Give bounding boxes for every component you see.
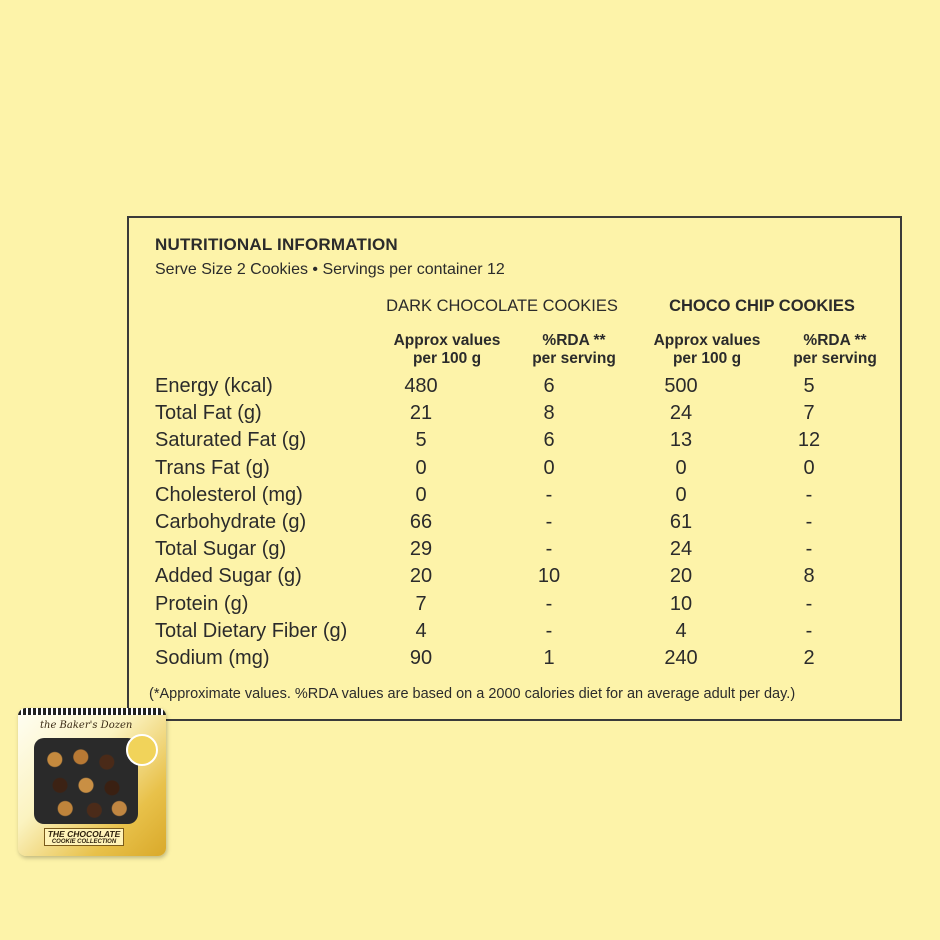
choco-approx-value: 10	[669, 592, 693, 615]
choco-approx-value: 240	[664, 646, 698, 669]
choco-rda-value: -	[805, 592, 813, 615]
choco-approx-value: 4	[675, 619, 687, 642]
dark-approx-value: 0	[415, 483, 427, 506]
nutrient-label: Total Sugar (g)	[155, 538, 287, 561]
dark-rda-value: -	[545, 510, 553, 533]
choco-rda-value: 5	[803, 375, 815, 397]
dark-approx-value: 4	[415, 619, 427, 642]
nutrient-label: Total Fat (g)	[155, 402, 262, 425]
nutrient-label: Saturated Fat (g)	[155, 429, 307, 452]
dark-approx-value: 29	[409, 538, 433, 561]
nutrient-label: Energy (kcal)	[155, 375, 273, 397]
dark-rda-value: 0	[543, 456, 555, 479]
package-stripe	[18, 708, 166, 715]
nutrient-label: Cholesterol (mg)	[155, 483, 303, 506]
header-line: %RDA **	[542, 332, 606, 349]
nutrition-title: NUTRITIONAL INFORMATION	[155, 235, 398, 254]
choco-approx-value: 20	[669, 565, 693, 588]
choco-rda-value: 8	[803, 565, 815, 588]
choco-approx-value: 0	[675, 456, 687, 479]
choco-rda-value: 12	[797, 429, 821, 452]
serving-info: Serve Size 2 Cookies • Servings per container 12	[155, 261, 505, 278]
header-line: per serving	[793, 350, 877, 367]
header-line: per serving	[532, 350, 616, 367]
nutrient-label: Carbohydrate (g)	[155, 510, 307, 533]
dark-rda-value: -	[545, 592, 553, 615]
dark-rda-value: 6	[543, 429, 555, 452]
product-choco-chip-heading: CHOCO CHIP COOKIES	[669, 297, 855, 315]
package-brand-logo: the Baker's Dozen	[40, 720, 133, 731]
package-name-line: COOKIE COLLECTION	[51, 839, 117, 845]
dark-rda-value: -	[545, 538, 553, 561]
header-line: per 100 g	[412, 350, 482, 367]
dark-approx-value: 0	[415, 456, 427, 479]
choco-approx-value: 61	[669, 510, 693, 533]
header-line: per 100 g	[672, 350, 742, 367]
nutrient-label: Sodium (mg)	[155, 646, 270, 669]
header-line: %RDA **	[803, 332, 867, 349]
dark-rda-header	[509, 332, 639, 368]
choco-rda-value: -	[805, 619, 813, 642]
footnote: (*Approximate values. %RDA values are based on a 2000 calories diet for an average adult per day.)	[149, 686, 796, 702]
product-package-image	[18, 708, 166, 856]
nutrient-label: Total Dietary Fiber (g)	[155, 619, 348, 642]
choco-approx-value: 24	[669, 538, 693, 561]
nutrient-label: Trans Fat (g)	[155, 456, 270, 479]
dark-approx-value: 66	[409, 510, 433, 533]
dark-rda-value: -	[545, 483, 553, 506]
nutrition-panel	[127, 216, 902, 721]
dark-rda-value: 6	[543, 375, 555, 397]
choco-rda-value: 2	[803, 646, 815, 669]
dark-approx-header	[382, 332, 512, 368]
choco-rda-header	[770, 332, 900, 368]
dark-approx-value: 20	[409, 565, 433, 588]
choco-approx-value: 500	[664, 375, 698, 397]
choco-rda-value: -	[805, 483, 813, 506]
dark-approx-value: 480	[404, 375, 438, 397]
product-dark-chocolate-heading: DARK CHOCOLATE COOKIES	[386, 297, 618, 315]
dark-rda-value: 1	[543, 646, 555, 669]
dark-rda-value: -	[545, 619, 553, 642]
dark-approx-value: 90	[409, 646, 433, 669]
dark-rda-value: 10	[537, 565, 561, 588]
dark-approx-value: 5	[415, 429, 427, 452]
package-product-name	[44, 828, 124, 846]
nutrient-label: Protein (g)	[155, 592, 249, 615]
choco-approx-value: 13	[669, 429, 693, 452]
choco-rda-value: 0	[803, 456, 815, 479]
choco-rda-value: -	[805, 538, 813, 561]
choco-rda-value: 7	[803, 402, 815, 425]
choco-approx-header	[642, 332, 772, 368]
choco-rda-value: -	[805, 510, 813, 533]
header-line: Approx values	[393, 332, 501, 349]
header-line: Approx values	[653, 332, 761, 349]
choco-approx-value: 0	[675, 483, 687, 506]
dark-approx-value: 21	[409, 402, 433, 425]
package-name-line: THE CHOCOLATE	[47, 829, 121, 839]
dark-rda-value: 8	[543, 402, 555, 425]
nutrient-label: Added Sugar (g)	[155, 565, 302, 588]
dark-approx-value: 7	[415, 592, 427, 615]
choco-approx-value: 24	[669, 402, 693, 425]
package-badge-icon	[126, 734, 158, 766]
cookie-tray-image	[34, 738, 138, 824]
